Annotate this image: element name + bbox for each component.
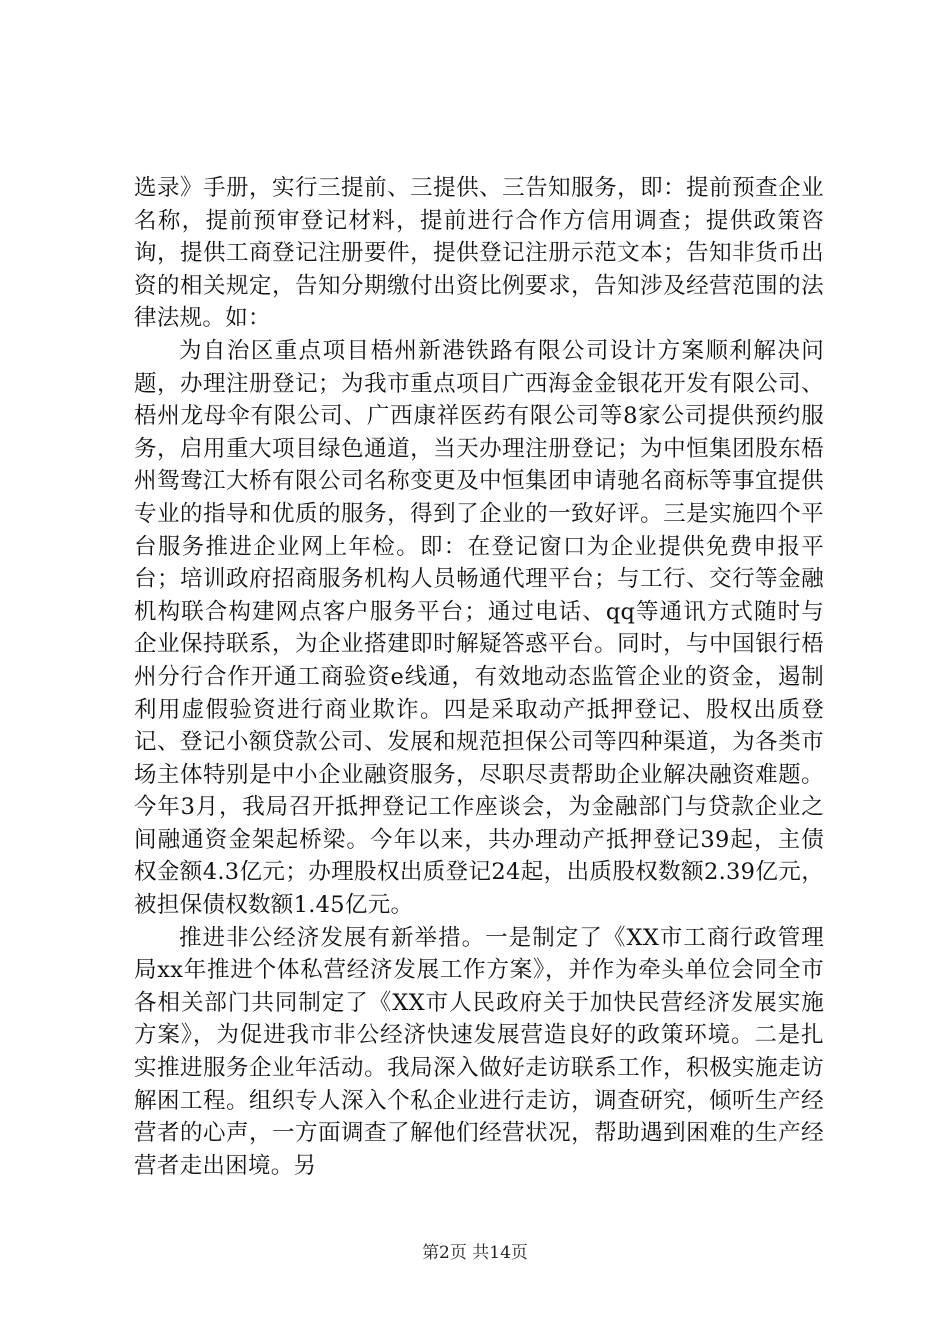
document-body xyxy=(134,172,824,1182)
paragraph-1: 选录》手册，实行三提前、三提供、三告知服务，即：提前预查企业名称，提前预审登记材料，提前进行合作方信用调查；提供政策咨询，提供工商登记注册要件，提供登记注册示范文本；告知非货币出资的相关规定，告知分期缴付出资比例要求，告知涉及经营范围的法律法规。如： xyxy=(134,175,824,332)
paragraph-2: 为自治区重点项目梧州新港铁路有限公司设计方案顺利解决问题，办理注册登记；为我市重点项目广西海金金银花开发有限公司、梧州龙母伞有限公司、广西康祥医药有限公司等8家公司提供预约服务，启用重大项目绿色通道，当天办理注册登记；为中恒集团股东梧州鸳鸯江大桥有限公司名称变更及中恒集团申请驰名商标等事宜提供专业的指导和优质的服务，得到了企业的一致好评。三是实施四个平台服务推进企业网上年检。即：在登记窗口为企业提供免费申报平台；培训政府招商服务机构人员畅通代理平台；与工行、交行等金融机构联合构建网点客户服务平台；通过电话、qq等通讯方式随时与企业保持联系，为企业搭建即时解疑答惑平台。同时，与中国银行梧州分行合作开通工商验资e线通，有效地动态监管企业的资金，遏制利用虚假验资进行商业欺诈。四是采取动产抵押登记、股权出质登记、登记小额贷款公司、发展和规范担保公司等四种渠道，为各类市场主体特别是中小企业融资服务，尽职尽责帮助企业解决融资难题。今年3月，我局召开抵押登记工作座谈会，为金融部门与贷款企业之间融通资金架起桥梁。今年以来，共办理动产抵押登记39起，主债权金额4.3亿元；办理股权出质登记24起，出质股权数额2.39亿元，被担保债权数额1.45亿元。 xyxy=(134,337,824,919)
paragraph-3: 推进非公经济发展有新举措。一是制定了《XX市工商行政管理局xx年推进个体私营经济发展工作方案》，并作为牵头单位会同全市各相关部门共同制定了《XX市人民政府关于加快民营经济发展实施方案》，为促进我市非公经济快速发展营造良好的政策环境。二是扎实推进服务企业年活动。我局深入做好走访联系工作，积极实施走访解困工程。组织专人深入个私企业进行走访，调查研究，倾听生产经营者的心声，一方面调查了解他们经营状况，帮助遇到困难的生产经营者走出困境。另 xyxy=(134,924,824,1179)
page-footer: 第2页 共14页 xyxy=(422,1243,528,1263)
